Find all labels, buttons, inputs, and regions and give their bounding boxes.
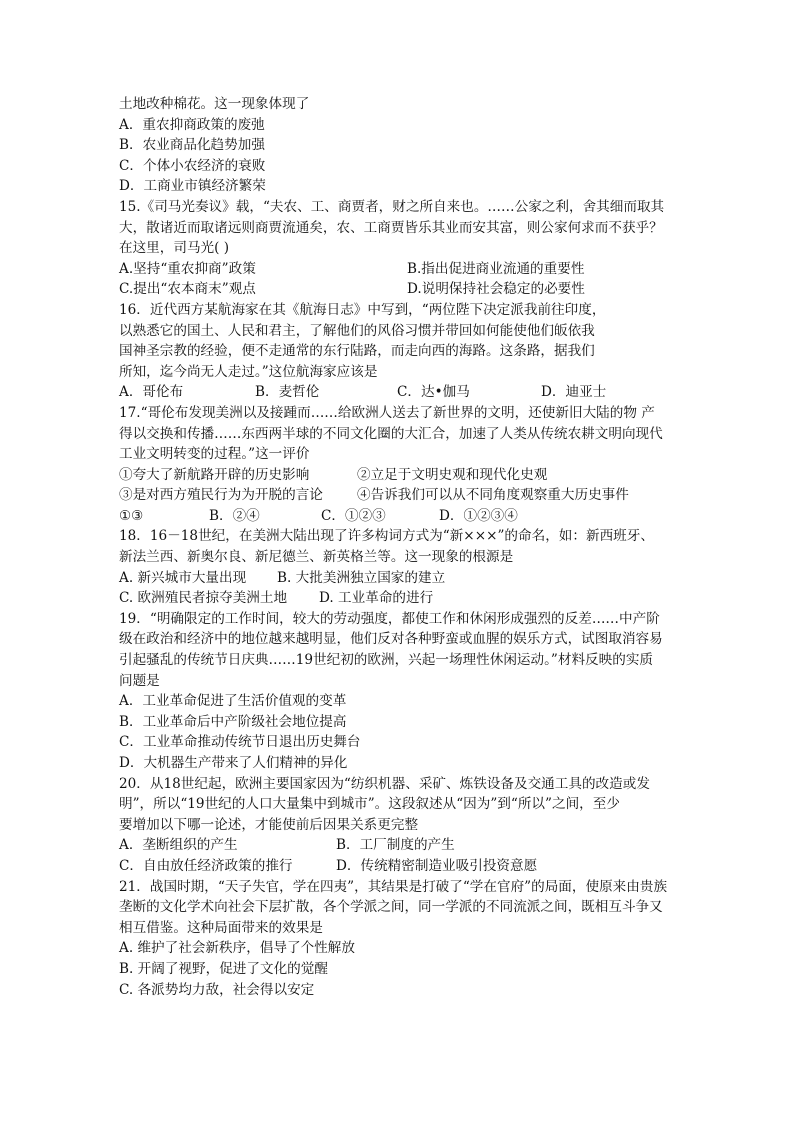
q18-options-row xyxy=(119,588,679,609)
q17-option-a: ①③ xyxy=(119,507,144,524)
q19-option-b: B．工业革命后中产阶级社会地位提高 xyxy=(119,713,347,730)
q15-options-row xyxy=(119,259,679,280)
q18-option-c: C. 欧洲殖民者掠夺美洲土地 xyxy=(119,590,288,607)
q20-stem-line: 明”，所以“19世纪的人口大量集中到城市”。这段叙述从“因为”到“所以”之间，至少 xyxy=(119,796,620,813)
q20-options-row xyxy=(119,856,679,877)
q16-option-b: B．麦哲伦 xyxy=(255,384,320,401)
q17-statement-2: ②立足于文明史观和现代化史观 xyxy=(357,466,548,483)
q18-stem-line: 新法兰西、新奥尔良、新尼德兰、新英格兰等。这一现象的根源是 xyxy=(119,549,514,566)
q17-statements-row xyxy=(119,465,679,486)
q14-option-d: D．工商业市镇经济繁荣 xyxy=(119,178,266,195)
q18-option-b: B. 大批美洲独立国家的建立 xyxy=(277,569,446,586)
q20-option-a: A．垄断组织的产生 xyxy=(119,837,238,854)
q16-stem-line: 国神圣宗教的经验，便不走通常的东行陆路，而走向西的海路。这条路，据我们 xyxy=(119,343,595,360)
q17-options-row xyxy=(119,506,679,527)
q18-option-d: D. 工业革命的进行 xyxy=(319,590,434,607)
q18-options-row xyxy=(119,568,679,589)
q16-option-d: D．迪亚士 xyxy=(541,384,607,401)
q21-option-c: C. 各派势均力敌，社会得以安定 xyxy=(119,981,315,998)
q20-stem-line: 要增加以下哪一论述，才能使前后因果关系更完整 xyxy=(119,816,419,833)
q16-option-c: C．达•伽马 xyxy=(397,384,470,401)
q15-option-c: C.提出“农本商末”观点 xyxy=(119,281,256,298)
q20-option-b: B．工厂制度的产生 xyxy=(336,837,455,854)
q20-option-c: C．自由放任经济政策的推行 xyxy=(119,857,293,874)
q18-stem-line: 18．16－18世纪，在美洲大陆出现了许多构词方式为“新×××”的命名，如：新西班牙、 xyxy=(119,528,654,545)
q16-stem-line: 所知，迄今尚无人走过。”这位航海家应该是 xyxy=(119,363,378,380)
q19-stem-line: 问题是 xyxy=(119,672,160,689)
q14-option-a: A．重农抑商政策的废弛 xyxy=(119,116,265,133)
q19-option-d: D．大机器生产带来了人们精神的异化 xyxy=(119,755,348,771)
q16-stem-line: 16．近代西方某航海家在其《航海日志》中写到，“两位陛下决定派我前往印度， xyxy=(119,301,606,318)
q15-stem-line: 15.《司马光奏议》载，“夫农、工、商贾者，财之所自来也。……公家之利，舍其细而取其 xyxy=(119,198,665,215)
exam-page xyxy=(119,94,679,1000)
q15-stem-line: 大，散诸近而取诸远则商贾流通矣，农、工商贾皆乐其业而安其富，则公家何求而不获乎？ xyxy=(119,219,663,236)
q17-statement-1: ①夸大了新航路开辟的历史影响 xyxy=(119,466,310,483)
q17-statements-row xyxy=(119,485,679,506)
q20-stem-line: 20．从18世纪起，欧洲主要国家因为“纺织机器、采矿、炼铁设备及交通工具的改造或发 xyxy=(119,775,650,792)
q19-option-a: A．工业革命促进了生活价值观的变革 xyxy=(119,693,347,710)
q17-stem-line: 17.“哥伦布发现美洲以及接踵而……给欧洲人送去了新世界的文明，还使新旧大陆的物 产 xyxy=(119,404,655,421)
q19-option-c: C．工业革命推动传统节日退出历史舞台 xyxy=(119,734,361,751)
q21-stem-line: 相互借鉴。这种局面带来的效果是 xyxy=(119,919,323,936)
q17-statement-4: ④告诉我们可以从不同角度观察重大历史事件 xyxy=(357,487,629,504)
q21-stem-line: 垄断的文化学术向社会下层扩散，各个学派之间，同一学派的不同流派之间，既相互斗争又 xyxy=(119,899,663,916)
q19-stem-line: 引起骚乱的传统节日庆典……19世纪初的欧洲，兴起一场理性休闲运动。”材料反映的实质 xyxy=(119,652,654,669)
q17-option-d: D．①②③④ xyxy=(439,507,518,524)
q19-stem-line: 19．“明确限定的工作时间，较大的劳动强度，都使工作和休闲形成强烈的反差……中产阶 xyxy=(119,610,660,627)
q17-statement-3: ③是对西方殖民行为为开脱的言论 xyxy=(119,487,323,504)
q14-option-c: C．个体小农经济的衰败 xyxy=(119,157,266,174)
q17-option-c: C．①②③ xyxy=(321,507,386,524)
q16-stem-line: 以熟悉它的国土、人民和君主，了解他们的风俗习惯并带回如何能使他们皈依我 xyxy=(119,322,595,339)
q14-stem: 土地改种棉花。这一现象体现了 xyxy=(119,96,310,112)
q21-option-b: B. 开阔了视野，促进了文化的觉醒 xyxy=(119,960,328,977)
q17-option-b: B．②④ xyxy=(209,507,260,524)
q15-option-d: D.说明保持社会稳定的必要性 xyxy=(407,281,585,298)
q17-stem-line: 得以交换和传播……东西两半球的不同文化圈的大汇合，加速了人类从传统农耕文明向现代 xyxy=(119,425,663,442)
q16-options-row xyxy=(119,382,679,403)
q15-options-row xyxy=(119,279,679,300)
q18-option-a: A. 新兴城市大量出现 xyxy=(119,569,247,586)
q21-stem-line: 21．战国时期，“天子失官，学在四夷”，其结果是打破了“学在官府”的局面，使原来由贵族 xyxy=(119,878,668,895)
q20-options-row xyxy=(119,835,679,856)
q16-option-a: A．哥伦布 xyxy=(119,384,184,401)
q15-option-a: A.坚持“重农抑商”政策 xyxy=(119,260,256,277)
q17-stem-line: 工业文明转变的过程。”这一评价 xyxy=(119,446,310,463)
q19-stem-line: 级在政治和经济中的地位越来越明显，他们反对各种野蛮或血腥的娱乐方式，试图取消容易 xyxy=(119,631,663,648)
q14-option-b: B．农业商品化趋势加强 xyxy=(119,137,265,154)
q20-option-d: D．传统精密制造业吸引投资意愿 xyxy=(336,857,538,874)
q21-option-a: A. 维护了社会新秩序，倡导了个性解放 xyxy=(119,940,355,957)
q15-option-b: B.指出促进商业流通的重要性 xyxy=(407,260,585,277)
q15-stem-line: 在这里，司马光( ) xyxy=(119,240,230,257)
